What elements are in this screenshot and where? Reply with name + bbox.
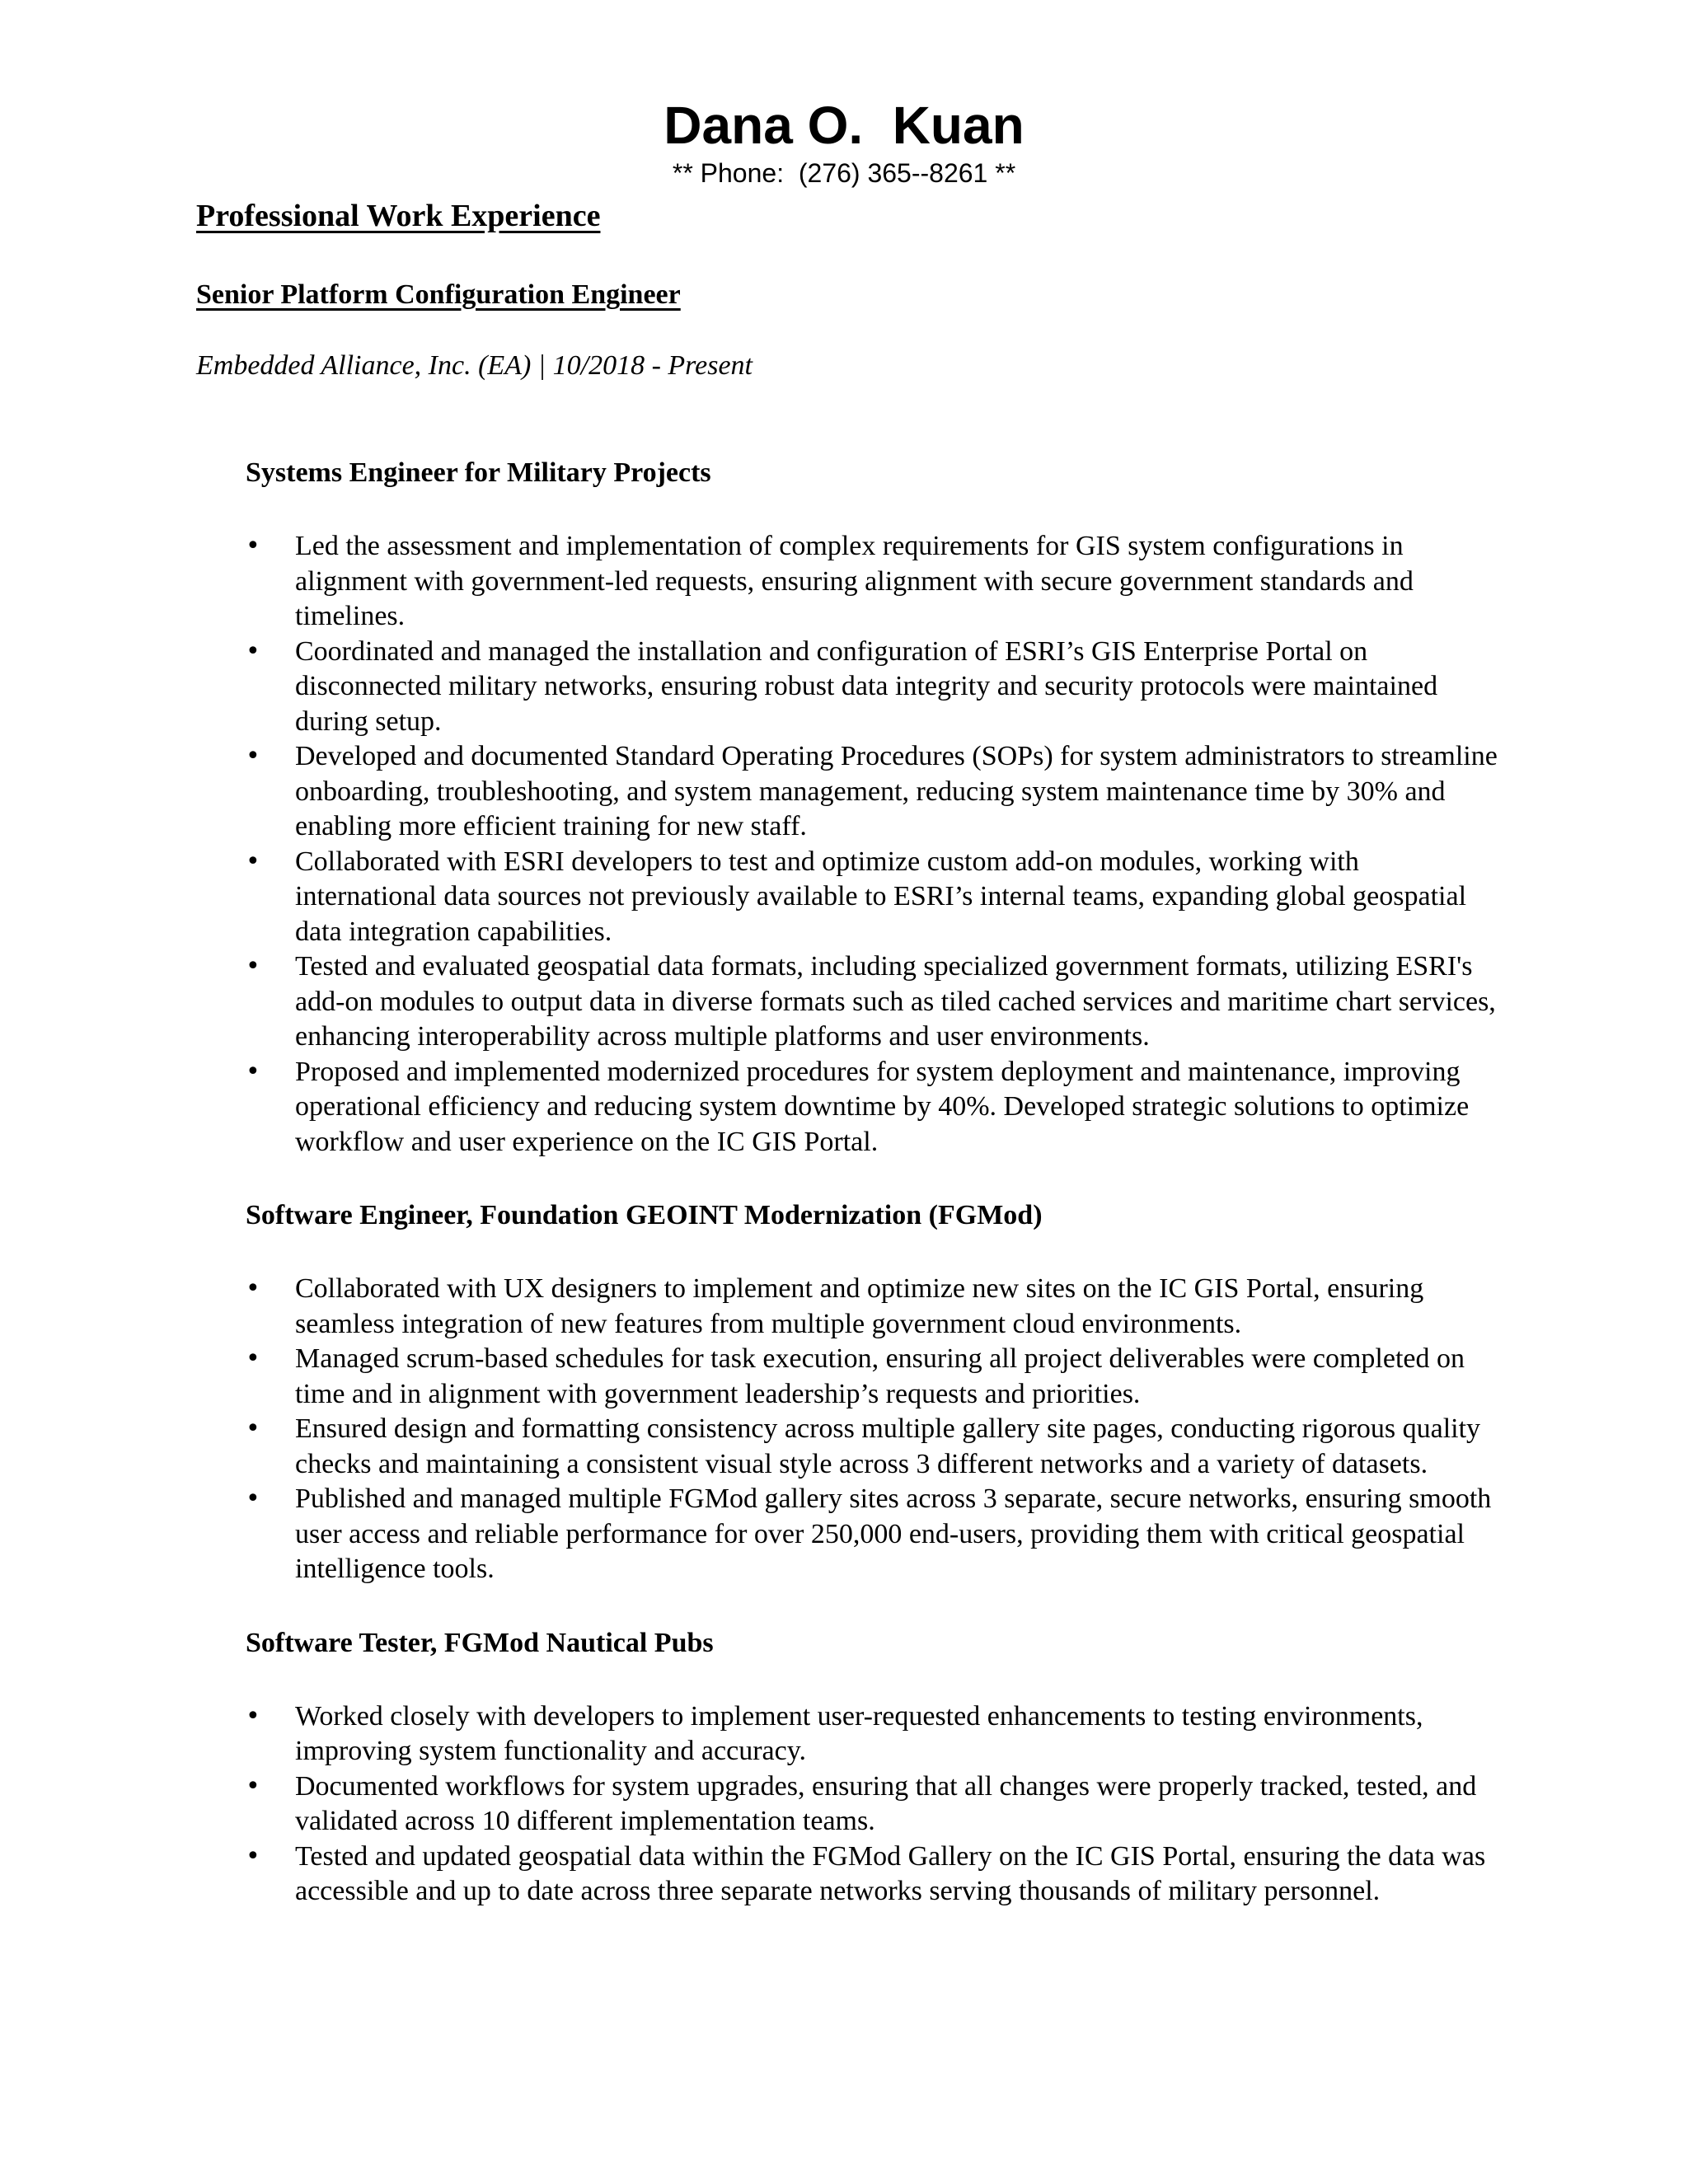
bullet-item: • Coordinated and managed the installation and configuration of ESRI’s GIS Enterprise Portal on disconnected military networks, ensuring robust data integrity and security protocols were maintained during setup. [246, 635, 1498, 740]
bullet-item: • Published and managed multiple FGMod gallery sites across 3 separate, secure networks, ensuring smooth user access and reliable performance for over 250,000 end-users, providing them with critical geospatial intelligence tools. [246, 1482, 1498, 1587]
bullet-list [246, 1699, 1498, 1910]
phone-line: ** Phone: (276) 365--8261 ** [672, 158, 1016, 188]
project-block [246, 455, 1498, 1160]
project-block [246, 1625, 1498, 1910]
project-heading: Software Engineer, Foundation GEOINT Modernization (FGMod) [246, 1200, 1043, 1230]
bullet-item: • Documented workflows for system upgrades, ensuring that all changes were properly tracked, tested, and validated across 10 different implementation teams. [246, 1769, 1498, 1840]
bullet-item: • Tested and evaluated geospatial data formats, including specialized government formats, utilizing ESRI's add-on modules to output data in diverse formats such as tiled cached services and maritime chart services, enhancing interoperability across multiple platforms and user environments. [246, 949, 1498, 1055]
candidate-name: Dana O. Kuan [663, 96, 1025, 155]
bullet-item: • Ensured design and formatting consistency across multiple gallery site pages, conducting rigorous quality checks and maintaining a consistent visual style across 3 different networks and a variety of datasets. [246, 1412, 1498, 1482]
job-title: Senior Platform Configuration Engineer [196, 279, 681, 310]
bullet-item: • Collaborated with ESRI developers to test and optimize custom add-on modules, working with international data sources not previously available to ESRI’s internal teams, expanding global geospatial data integration capabilities. [246, 845, 1498, 950]
bullet-item: • Tested and updated geospatial data within the FGMod Gallery on the IC GIS Portal, ensuring the data was accessible and up to date across three separate networks serving thousands of military personnel. [246, 1840, 1498, 1910]
bullet-item: • Led the assessment and implementation of complex requirements for GIS system configurations in alignment with government-led requests, ensuring alignment with secure government standards and timelines. [246, 529, 1498, 635]
bullet-item: • Collaborated with UX designers to implement and optimize new sites on the IC GIS Portal, ensuring seamless integration of new features from multiple government cloud environments. [246, 1272, 1498, 1342]
bullet-item: • Worked closely with developers to implement user-requested enhancements to testing environments, improving system functionality and accuracy. [246, 1699, 1498, 1769]
project-heading: Software Tester, FGMod Nautical Pubs [246, 1627, 714, 1658]
projects-list [246, 455, 1498, 1947]
project-block [246, 1197, 1498, 1587]
bullet-list [246, 529, 1498, 1160]
bullet-item: • Proposed and implemented modernized procedures for system deployment and maintenance, improving operational efficiency and reducing system downtime by 40%. Developed strategic solutions to optimize workflow and user experience on the IC GIS Portal. [246, 1055, 1498, 1160]
job-employer-dates: Embedded Alliance, Inc. (EA) | 10/2018 - Present [196, 350, 753, 381]
section-heading-work-experience: Professional Work Experience [196, 199, 601, 233]
bullet-item: • Managed scrum-based schedules for task execution, ensuring all project deliverables were completed on time and in alignment with government leadership’s requests and priorities. [246, 1342, 1498, 1412]
bullet-item: • Developed and documented Standard Operating Procedures (SOPs) for system administrators to streamline onboarding, troubleshooting, and system management, reducing system maintenance time by 30% and enabling more efficient training for new staff. [246, 739, 1498, 845]
bullet-list [246, 1272, 1498, 1587]
project-heading: Systems Engineer for Military Projects [246, 457, 711, 488]
